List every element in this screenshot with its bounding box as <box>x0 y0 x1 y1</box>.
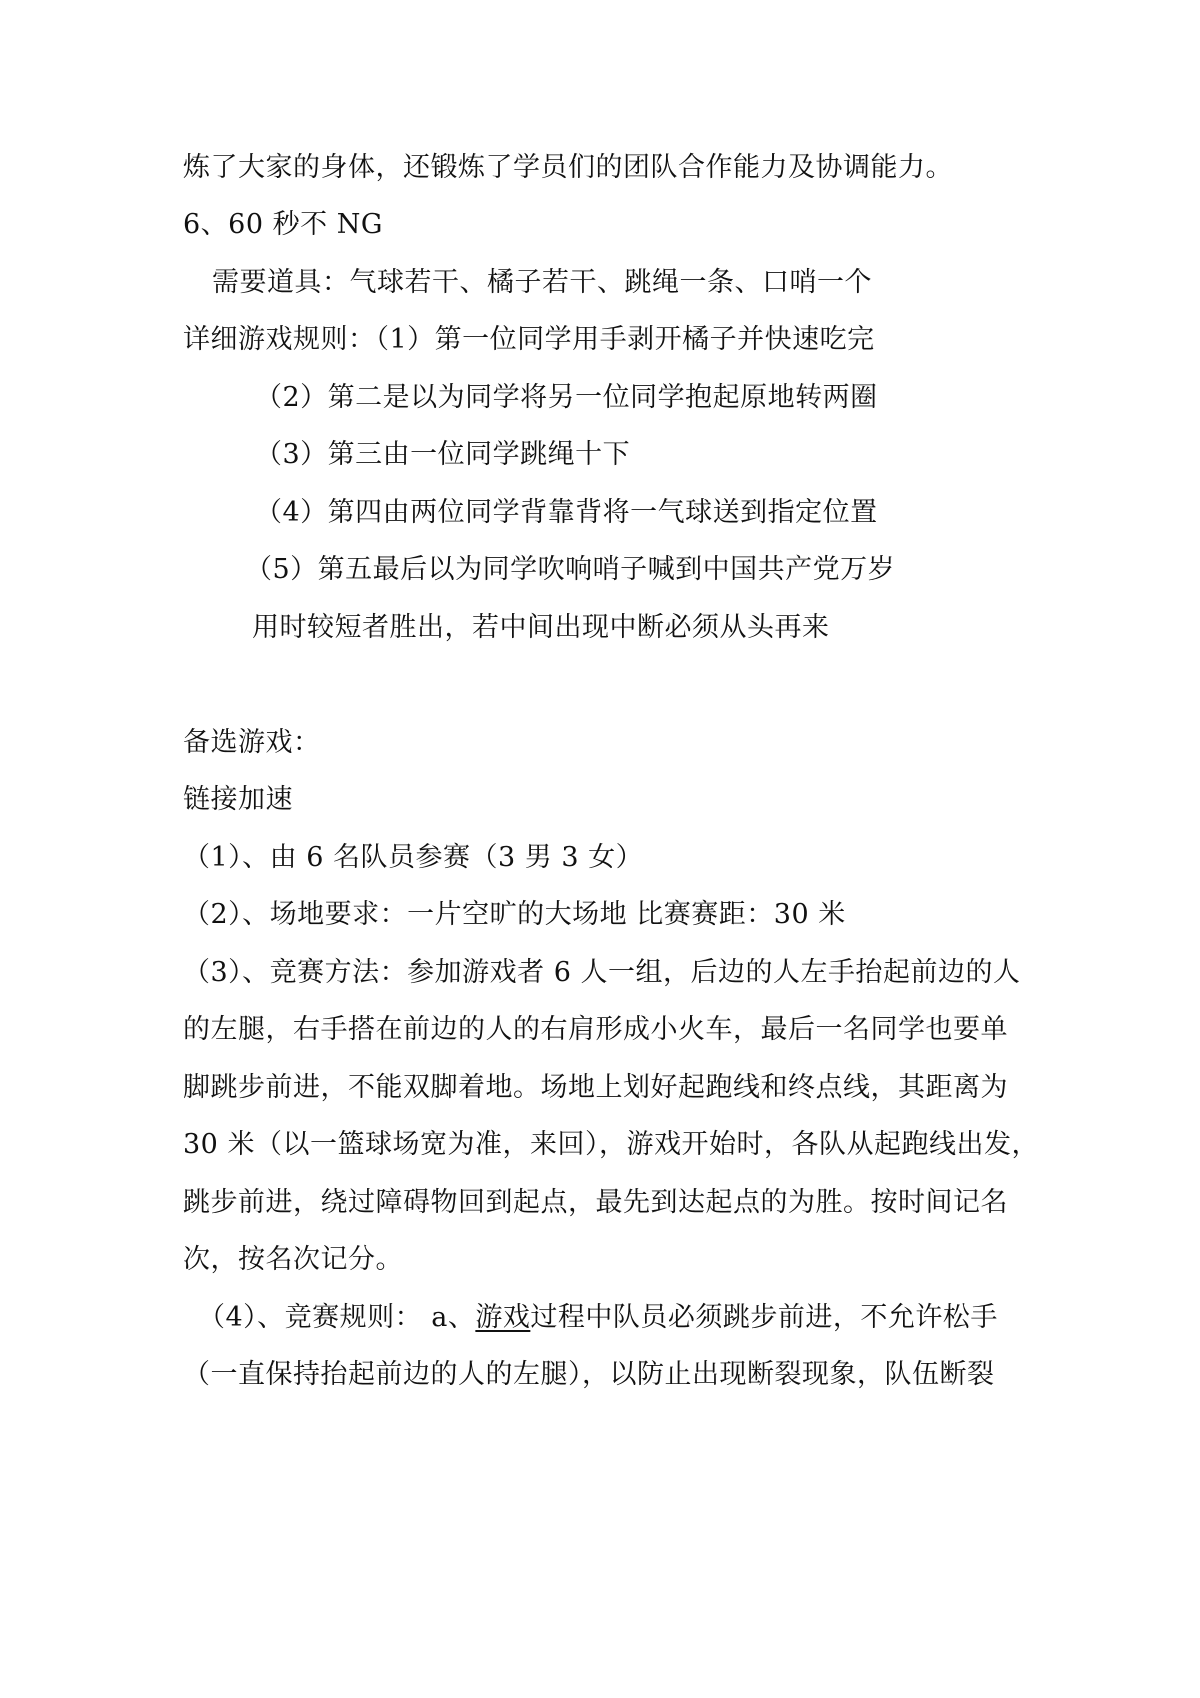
text-line: （2）、场地要求：一片空旷的大场地 比赛赛距：30 米 <box>183 899 846 930</box>
text-line: （3）第三由一位同学跳绳十下 <box>255 439 631 470</box>
text-line: （3）、竞赛方法：参加游戏者 6 人一组，后边的人左手抬起前边的人 <box>183 957 1021 988</box>
rules-line <box>198 1298 998 1338</box>
text-line: 用时较短者胜出，若中间出现中断必须从头再来 <box>252 612 830 643</box>
rules-prefix: （4）、竞赛规则： a、 <box>198 1302 476 1333</box>
text-line: 炼了大家的身体，还锻炼了学员们的团队合作能力及协调能力。 <box>183 152 953 183</box>
section-heading: 链接加速 <box>183 784 293 815</box>
rules-suffix: 过程中队员必须跳步前进，不允许松手 <box>530 1302 998 1333</box>
text-line: （5）第五最后以为同学吹响哨子喊到中国共产党万岁 <box>245 554 896 585</box>
section-heading: 6、60 秒不 NG <box>183 209 383 240</box>
text-line: 需要道具：气球若干、橘子若干、跳绳一条、口哨一个 <box>212 267 872 298</box>
text-line: （一直保持抬起前边的人的左腿），以防止出现断裂现象，队伍断裂 <box>183 1359 995 1390</box>
game-link[interactable]: 游戏 <box>475 1302 531 1333</box>
text-line: （1）、由 6 名队员参赛（3 男 3 女） <box>183 842 644 873</box>
section-heading: 备选游戏： <box>183 727 321 758</box>
text-line: （4）第四由两位同学背靠背将一气球送到指定位置 <box>255 497 878 528</box>
text-line: （2）第二是以为同学将另一位同学抱起原地转两圈 <box>255 382 878 413</box>
text-line: 跳步前进，绕过障碍物回到起点，最先到达起点的为胜。按时间记名 <box>183 1187 1008 1218</box>
text-line: 的左腿，右手搭在前边的人的右肩形成小火车，最后一名同学也要单 <box>183 1014 1008 1045</box>
text-line: 详细游戏规则：（1）第一位同学用手剥开橘子并快速吃完 <box>183 324 875 355</box>
text-line: 脚跳步前进，不能双脚着地。场地上划好起跑线和终点线，其距离为 <box>183 1072 1008 1103</box>
text-line: 次，按名次记分。 <box>183 1244 403 1275</box>
text-line: 30 米（以一篮球场宽为准，来回），游戏开始时，各队从起跑线出发， <box>183 1129 1039 1160</box>
